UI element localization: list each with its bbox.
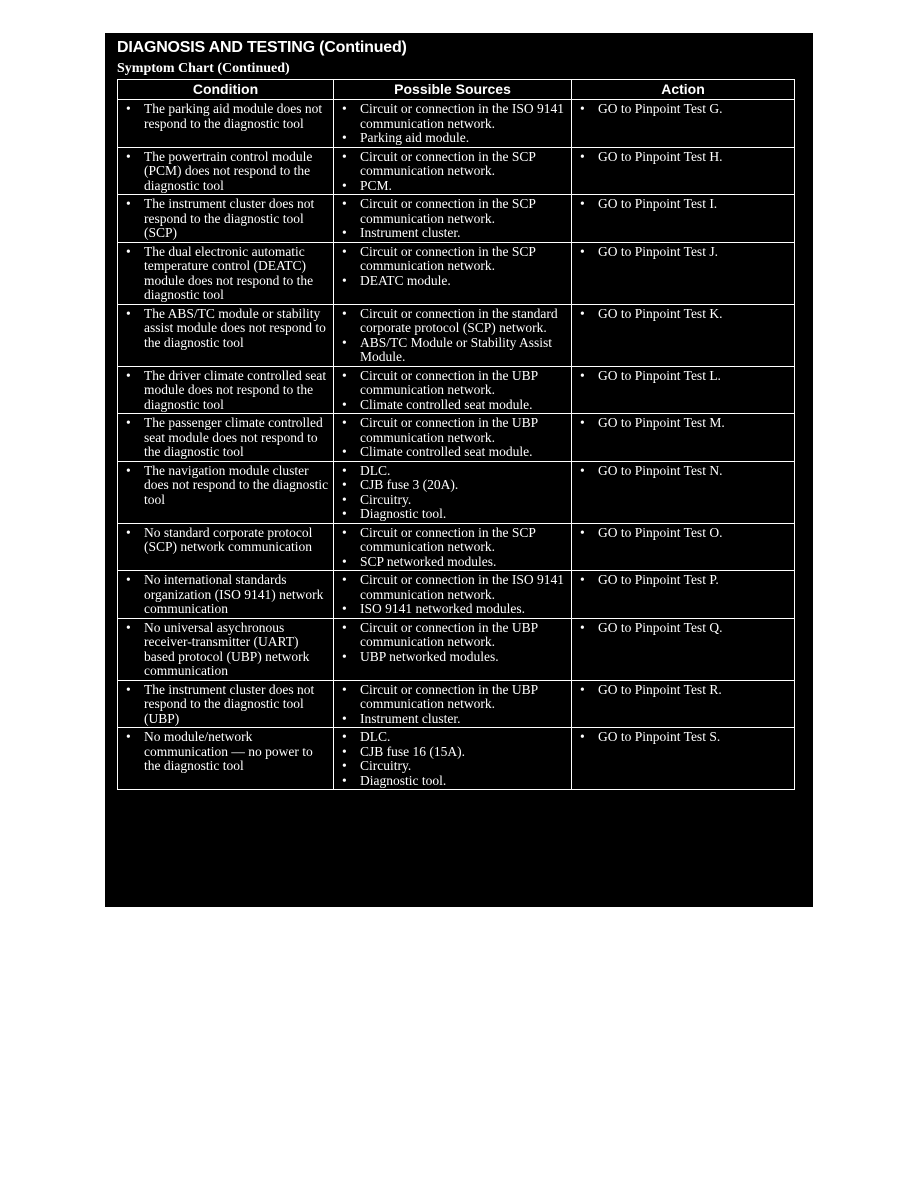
possible-sources-cell	[334, 195, 572, 243]
action-cell	[572, 195, 795, 243]
condition-cell	[118, 618, 334, 680]
action-cell	[572, 414, 795, 462]
possible-sources-cell	[334, 414, 572, 462]
source-item: • Circuitry.	[338, 759, 567, 774]
possible-sources-cell	[334, 523, 572, 571]
source-item: • DLC.	[338, 464, 567, 479]
source-item: • ABS/TC Module or Stability Assist Module.	[338, 336, 567, 365]
column-header-condition: Condition	[118, 80, 334, 100]
table-row	[118, 414, 795, 462]
possible-sources-cell	[334, 618, 572, 680]
possible-sources-cell-list	[338, 730, 567, 788]
action-item: • GO to Pinpoint Test R.	[576, 683, 790, 698]
source-item: • Diagnostic tool.	[338, 774, 567, 789]
condition-cell-list	[122, 245, 329, 303]
table-row	[118, 100, 795, 148]
source-item: • Climate controlled seat module.	[338, 398, 567, 413]
condition-cell-list	[122, 150, 329, 194]
action-cell-list	[576, 526, 790, 541]
table-row	[118, 571, 795, 619]
action-cell	[572, 147, 795, 195]
action-item: • GO to Pinpoint Test K.	[576, 307, 790, 322]
possible-sources-cell-list	[338, 464, 567, 522]
condition-cell-list	[122, 307, 329, 351]
possible-sources-cell-list	[338, 683, 567, 727]
condition-item: • The parking aid module does not respond to the diagnostic tool	[122, 102, 329, 131]
condition-cell	[118, 242, 334, 304]
source-item: • Parking aid module.	[338, 131, 567, 146]
source-item: • Circuit or connection in the UBP communication network.	[338, 621, 567, 650]
table-row	[118, 680, 795, 728]
condition-item: • The instrument cluster does not respond to the diagnostic tool (SCP)	[122, 197, 329, 241]
source-item: • DLC.	[338, 730, 567, 745]
action-item: • GO to Pinpoint Test N.	[576, 464, 790, 479]
source-item: • PCM.	[338, 179, 567, 194]
condition-cell-list	[122, 573, 329, 617]
source-item: • CJB fuse 3 (20A).	[338, 478, 567, 493]
possible-sources-cell	[334, 728, 572, 790]
possible-sources-cell-list	[338, 573, 567, 617]
condition-cell	[118, 414, 334, 462]
action-cell-list	[576, 621, 790, 636]
condition-cell	[118, 461, 334, 523]
condition-item: • The driver climate controlled seat module does not respond to the diagnostic tool	[122, 369, 329, 413]
source-item: • Circuit or connection in the SCP communication network.	[338, 245, 567, 274]
table-row	[118, 304, 795, 366]
action-item: • GO to Pinpoint Test S.	[576, 730, 790, 745]
action-item: • GO to Pinpoint Test L.	[576, 369, 790, 384]
condition-cell-list	[122, 197, 329, 241]
condition-cell	[118, 304, 334, 366]
table-row	[118, 523, 795, 571]
possible-sources-cell	[334, 571, 572, 619]
condition-cell	[118, 195, 334, 243]
possible-sources-cell	[334, 304, 572, 366]
table-row	[118, 728, 795, 790]
possible-sources-cell-list	[338, 369, 567, 413]
condition-cell	[118, 728, 334, 790]
source-item: • CJB fuse 16 (15A).	[338, 745, 567, 760]
condition-item: • The navigation module cluster does not respond to the diagnostic tool	[122, 464, 329, 508]
condition-cell-list	[122, 621, 329, 679]
action-item: • GO to Pinpoint Test P.	[576, 573, 790, 588]
source-item: • Circuit or connection in the ISO 9141 communication network.	[338, 102, 567, 131]
table-header-row	[118, 80, 795, 100]
chart-title: Symptom Chart (Continued)	[117, 61, 290, 76]
source-item: • ISO 9141 networked modules.	[338, 602, 567, 617]
action-cell	[572, 571, 795, 619]
section-title: DIAGNOSIS AND TESTING (Continued)	[117, 39, 407, 56]
action-item: • GO to Pinpoint Test I.	[576, 197, 790, 212]
source-item: • Circuit or connection in the UBP communication network.	[338, 416, 567, 445]
action-cell-list	[576, 416, 790, 431]
condition-cell-list	[122, 102, 329, 131]
condition-cell-list	[122, 464, 329, 508]
possible-sources-cell-list	[338, 197, 567, 241]
condition-item: • No module/network communication — no power to the diagnostic tool	[122, 730, 329, 774]
source-item: • UBP networked modules.	[338, 650, 567, 665]
action-cell-list	[576, 573, 790, 588]
condition-cell-list	[122, 416, 329, 460]
table-row	[118, 242, 795, 304]
possible-sources-cell	[334, 242, 572, 304]
action-cell	[572, 242, 795, 304]
condition-cell	[118, 680, 334, 728]
action-cell-list	[576, 683, 790, 698]
possible-sources-cell	[334, 366, 572, 414]
source-item: • Circuit or connection in the SCP communication network.	[338, 197, 567, 226]
possible-sources-cell	[334, 461, 572, 523]
possible-sources-cell-list	[338, 526, 567, 570]
possible-sources-cell-list	[338, 416, 567, 460]
action-cell-list	[576, 730, 790, 745]
table-row	[118, 147, 795, 195]
condition-cell-list	[122, 369, 329, 413]
action-cell-list	[576, 307, 790, 322]
source-item: • Circuit or connection in the UBP communication network.	[338, 369, 567, 398]
action-item: • GO to Pinpoint Test H.	[576, 150, 790, 165]
action-cell	[572, 618, 795, 680]
action-cell	[572, 366, 795, 414]
possible-sources-cell-list	[338, 621, 567, 665]
page-panel	[105, 33, 813, 907]
possible-sources-cell-list	[338, 150, 567, 194]
source-item: • Instrument cluster.	[338, 226, 567, 241]
action-cell	[572, 680, 795, 728]
condition-item: • The powertrain control module (PCM) does not respond to the diagnostic tool	[122, 150, 329, 194]
condition-item: • No universal asychronous receiver-transmitter (UART) based protocol (UBP) network communication	[122, 621, 329, 679]
condition-item: • No standard corporate protocol (SCP) network communication	[122, 526, 329, 555]
source-item: • Climate controlled seat module.	[338, 445, 567, 460]
condition-item: • The passenger climate controlled seat module does not respond to the diagnostic tool	[122, 416, 329, 460]
action-cell-list	[576, 197, 790, 212]
column-header-action: Action	[572, 80, 795, 100]
action-item: • GO to Pinpoint Test G.	[576, 102, 790, 117]
condition-cell-list	[122, 683, 329, 727]
condition-cell	[118, 523, 334, 571]
possible-sources-cell	[334, 147, 572, 195]
condition-cell	[118, 100, 334, 148]
possible-sources-cell-list	[338, 102, 567, 146]
source-item: • Circuit or connection in the ISO 9141 communication network.	[338, 573, 567, 602]
condition-item: • No international standards organization (ISO 9141) network communication	[122, 573, 329, 617]
action-cell-list	[576, 150, 790, 165]
possible-sources-cell	[334, 100, 572, 148]
condition-cell	[118, 366, 334, 414]
action-cell	[572, 100, 795, 148]
symptom-chart-table	[117, 79, 795, 790]
source-item: • Circuit or connection in the UBP communication network.	[338, 683, 567, 712]
table-row	[118, 195, 795, 243]
action-cell-list	[576, 102, 790, 117]
source-item: • Circuit or connection in the standard corporate protocol (SCP) network.	[338, 307, 567, 336]
source-item: • Circuitry.	[338, 493, 567, 508]
condition-cell	[118, 147, 334, 195]
action-item: • GO to Pinpoint Test M.	[576, 416, 790, 431]
possible-sources-cell-list	[338, 307, 567, 365]
table-row	[118, 618, 795, 680]
action-cell	[572, 523, 795, 571]
table-row	[118, 366, 795, 414]
condition-item: • The instrument cluster does not respond to the diagnostic tool (UBP)	[122, 683, 329, 727]
condition-cell	[118, 571, 334, 619]
condition-cell-list	[122, 730, 329, 774]
source-item: • SCP networked modules.	[338, 555, 567, 570]
condition-cell-list	[122, 526, 329, 555]
action-cell-list	[576, 369, 790, 384]
column-header-possible-sources: Possible Sources	[334, 80, 572, 100]
possible-sources-cell	[334, 680, 572, 728]
table-body	[118, 100, 795, 790]
table-row	[118, 461, 795, 523]
condition-item: • The ABS/TC module or stability assist module does not respond to the diagnostic tool	[122, 307, 329, 351]
source-item: • Instrument cluster.	[338, 712, 567, 727]
action-cell	[572, 728, 795, 790]
source-item: • DEATC module.	[338, 274, 567, 289]
source-item: • Diagnostic tool.	[338, 507, 567, 522]
action-item: • GO to Pinpoint Test Q.	[576, 621, 790, 636]
source-item: • Circuit or connection in the SCP communication network.	[338, 150, 567, 179]
action-cell	[572, 461, 795, 523]
action-item: • GO to Pinpoint Test J.	[576, 245, 790, 260]
action-cell	[572, 304, 795, 366]
possible-sources-cell-list	[338, 245, 567, 289]
action-cell-list	[576, 464, 790, 479]
action-item: • GO to Pinpoint Test O.	[576, 526, 790, 541]
action-cell-list	[576, 245, 790, 260]
condition-item: • The dual electronic automatic temperature control (DEATC) module does not respond to the diagnostic tool	[122, 245, 329, 303]
source-item: • Circuit or connection in the SCP communication network.	[338, 526, 567, 555]
